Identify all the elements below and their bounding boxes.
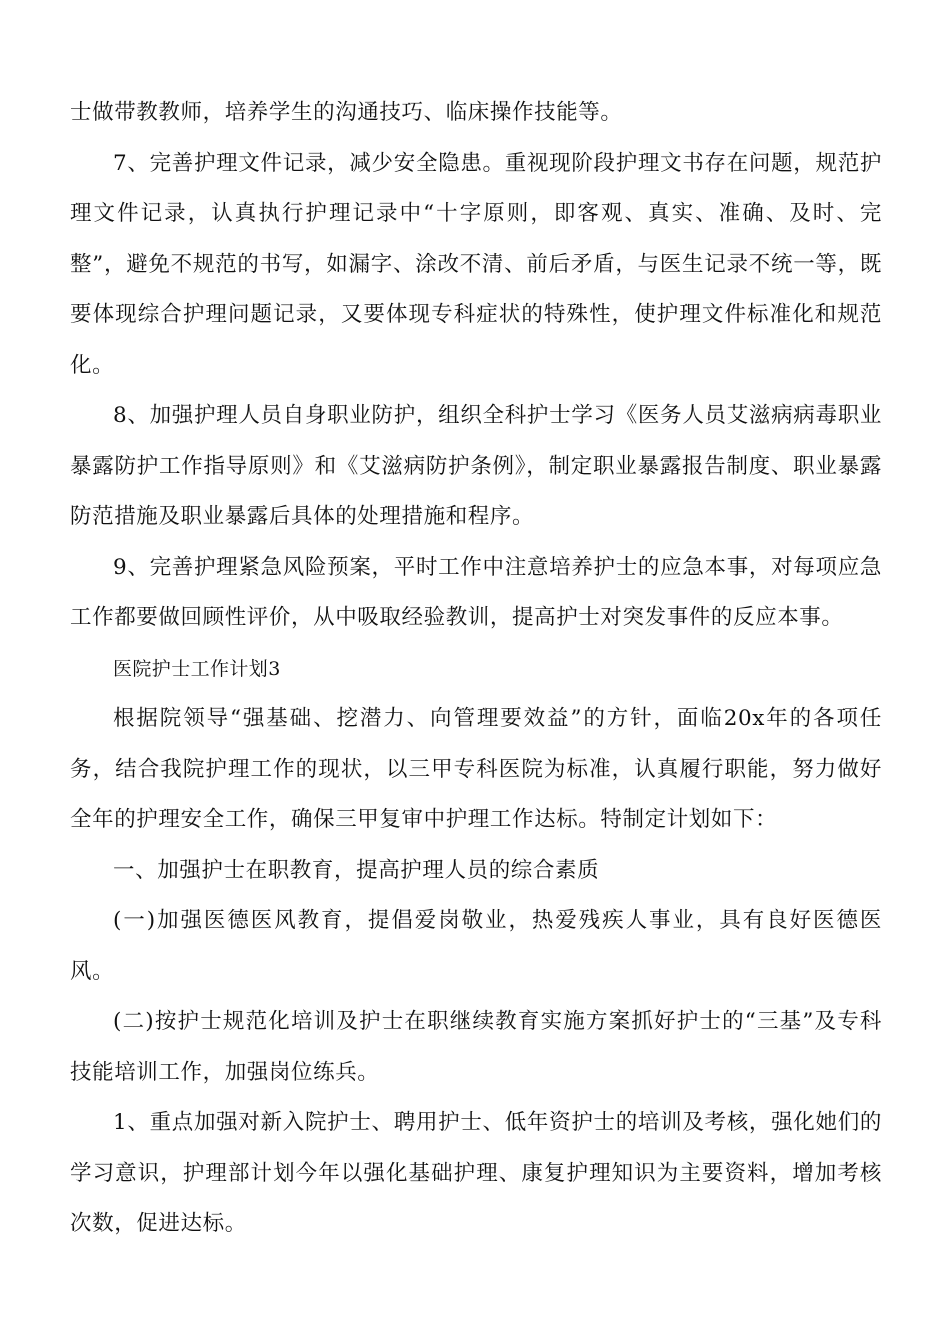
paragraph-item-9: 9、完善护理紧急风险预案，平时工作中注意培养护士的应急本事，对每项应急工作都要做回顾性评价，从中吸取经验教训，提高护士对突发事件的反应本事。 — [70, 554, 882, 630]
paragraph-continuation: 士做带教教师，培养学生的沟通技巧、临床操作技能等。 — [70, 100, 623, 125]
section-title: 医院护士工作计划3 — [113, 657, 281, 680]
paragraph-item-7: 7、完善护理文件记录，减少安全隐患。重视现阶段护理文书存在问题，规范护理文件记录，认真执行护理记录中“十字原则，即客观、真实、准确、及时、完整”，避免不规范的书写，如漏字、涂改不清、前后矛盾，与医生记录不统一等，既要体现综合护理问题记录，又要体现专科症状的特殊性，使护理文件标准化和规范化。 — [70, 150, 882, 378]
paragraph-item-8: 8、加强护理人员自身职业防护，组织全科护士学习《医务人员艾滋病病毒职业暴露防护工作指导原则》和《艾滋病防护条例》，制定职业暴露报告制度、职业暴露防范措施及职业暴露后具体的处理措施和程序。 — [70, 403, 882, 529]
paragraph-sub-2: (二)按护士规范化培训及护士在职继续教育实施方案抓好护士的“三基”及专科技能培训工作，加强岗位练兵。 — [70, 1009, 882, 1085]
paragraph-intro: 根据院领导“强基础、挖潜力、向管理要效益”的方针，面临20x年的各项任务，结合我院护理工作的现状，以三甲专科医院为标准，认真履行职能，努力做好全年的护理安全工作，确保三甲复审中护理工作达标。特制定计划如下： — [70, 706, 882, 832]
paragraph-item-1: 1、重点加强对新入院护士、聘用护士、低年资护士的培训及考核，强化她们的学习意识，护理部计划今年以强化基础护理、康复护理知识为主要资料，增加考核次数，促进达标。 — [70, 1110, 882, 1236]
paragraph-part-1-heading: 一、加强护士在职教育，提高护理人员的综合素质 — [113, 857, 600, 883]
paragraph-sub-1: (一)加强医德医风教育，提倡爱岗敬业，热爱残疾人事业，具有良好医德医风。 — [70, 908, 882, 984]
document-body — [70, 88, 882, 1250]
